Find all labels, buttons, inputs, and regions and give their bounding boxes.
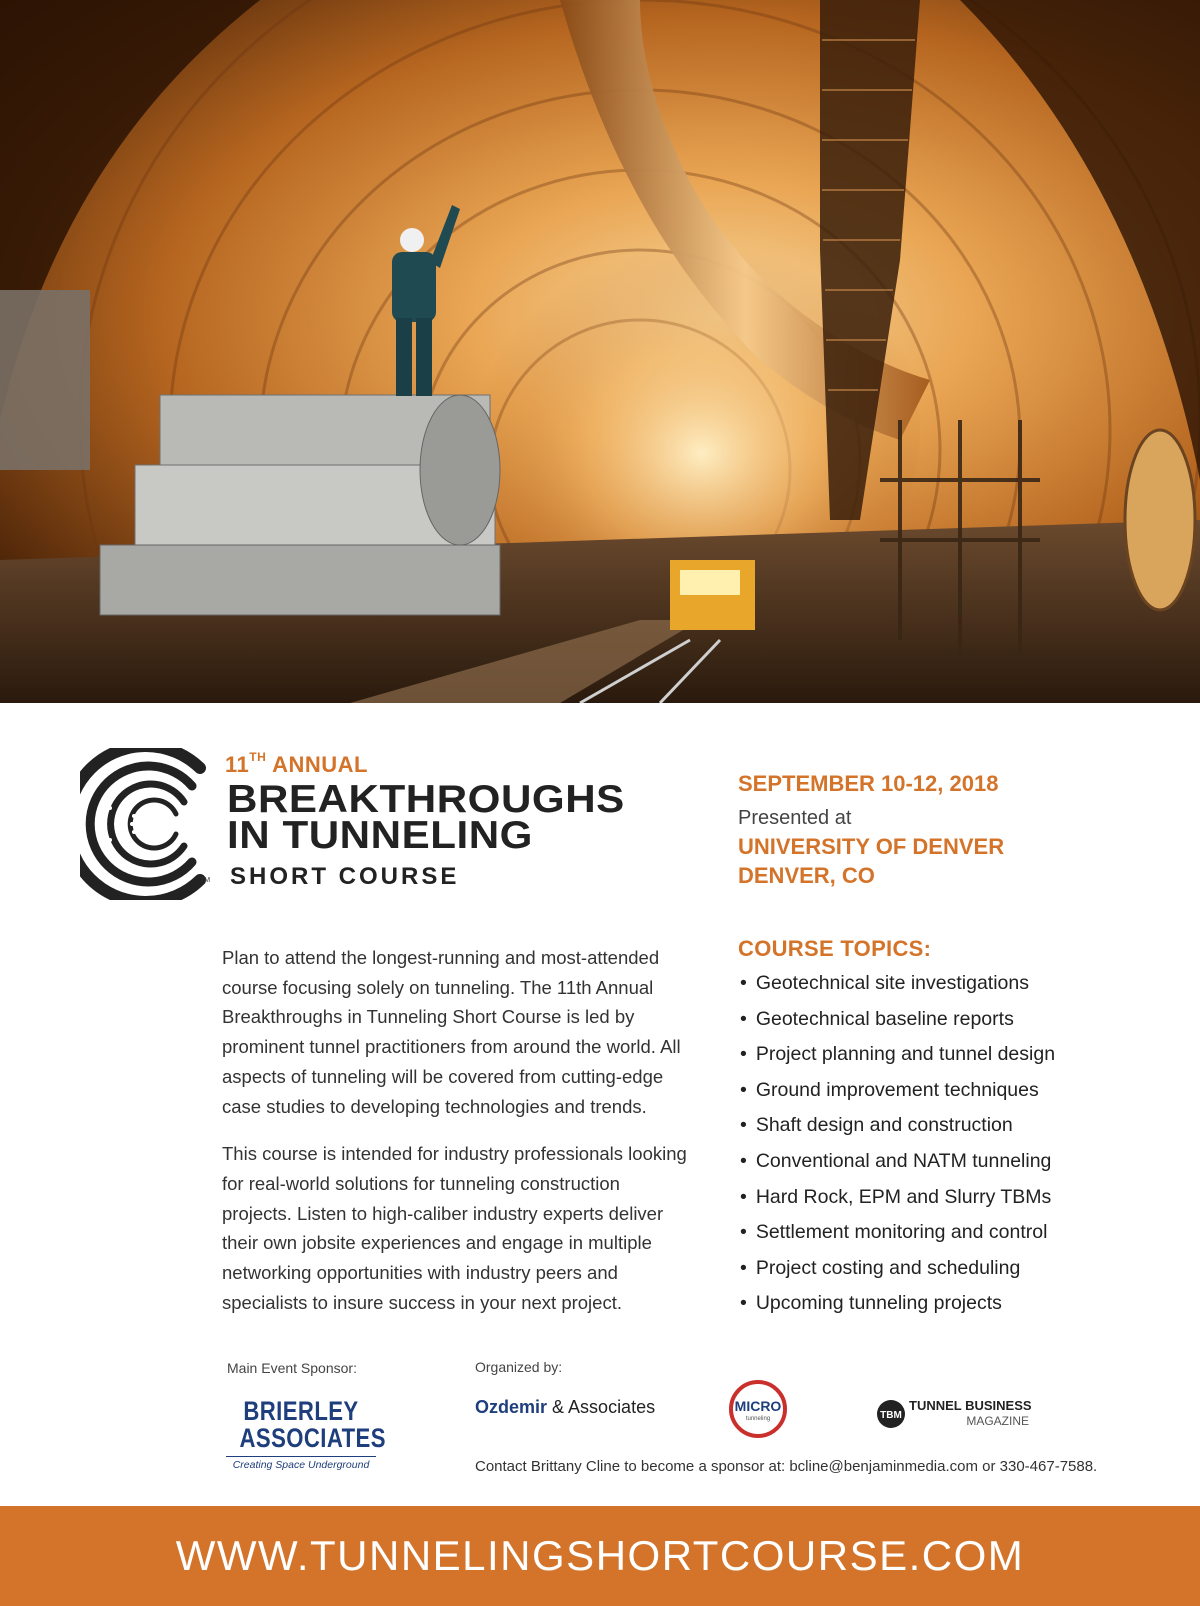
brierley-tagline: Creating Space Underground xyxy=(226,1456,376,1471)
topics-list xyxy=(740,968,1055,1324)
brierley-name-2: ASSOCIATES xyxy=(239,1423,386,1453)
footer-bar xyxy=(0,1506,1200,1606)
topic-item: • Ground improvement techniques xyxy=(740,1075,1055,1111)
sponsor-contact: Contact Brittany Cline to become a sponsor at: bcline@benjaminmedia.com or 330-467-7588. xyxy=(475,1458,1098,1475)
segment-stack xyxy=(100,395,500,615)
tunnel-illustration xyxy=(0,0,1200,703)
tbm-line-2: MAGAZINE xyxy=(966,1414,1029,1428)
microtunneling-logo-icon xyxy=(728,1379,788,1439)
topic-item: • Shaft design and construction xyxy=(740,1110,1055,1146)
tunnel-business-magazine-logo xyxy=(875,1394,1035,1434)
topic-item: • Geotechnical site investigations xyxy=(740,968,1055,1004)
topic-item: • Upcoming tunneling projects xyxy=(740,1288,1055,1324)
brierley-name-1: BRIERLEY xyxy=(243,1396,359,1426)
topic-item: • Project planning and tunnel design xyxy=(740,1039,1055,1075)
intro-copy xyxy=(222,943,692,1335)
event-dates: SEPTEMBER 10-12, 2018 xyxy=(738,771,999,796)
trademark-mark: TM xyxy=(200,877,211,884)
intro-paragraph-1: Plan to attend the longest-running and most-attended course focusing solely on tunneling. The 11th Annual Breakthroughs in Tunneling Short Course is led by prominent tunnel practitioners from around the world. All aspects of tunneling will be covered from cutting-edge case studies to developing technologies and trends. xyxy=(222,947,681,1117)
topic-item: • Hard Rock, EPM and Slurry TBMs xyxy=(740,1182,1055,1218)
topic-item: • Geotechnical baseline reports xyxy=(740,1004,1055,1040)
tbm-badge: TBM xyxy=(880,1410,902,1421)
course-title xyxy=(227,778,702,857)
annual-edition: 11TH ANNUAL xyxy=(225,750,368,777)
breakthroughs-logo-icon xyxy=(80,748,220,900)
hero-photo xyxy=(0,0,1200,703)
venue xyxy=(738,832,1004,890)
topic-item: • Project costing and scheduling xyxy=(740,1253,1055,1289)
title-line-2: IN TUNNELING xyxy=(227,814,533,857)
micro-sub: tunneling xyxy=(745,1416,771,1422)
intro-paragraph-2: This course is intended for industry professionals looking for real-world solutions for tunneling construction projects. Listen to high-caliber industry experts deliver their own jobsite experiences and engage in multiple networking opportunities with industry peers and specialists to insure success in your next project. xyxy=(222,1143,687,1313)
presented-at-label: Presented at xyxy=(738,807,852,829)
tbm-line-1: TUNNEL BUSINESS xyxy=(909,1398,1032,1413)
course-subtitle: SHORT COURSE xyxy=(230,863,460,890)
topic-item: • Settlement monitoring and control xyxy=(740,1217,1055,1253)
brierley-logo xyxy=(226,1396,386,1471)
venue-city: DENVER, CO xyxy=(738,863,875,888)
organized-by-label: Organized by: xyxy=(475,1359,563,1375)
website-link[interactable]: WWW.TUNNELINGSHORTCOURSE.COM xyxy=(175,1532,1025,1579)
topic-item: • Conventional and NATM tunneling xyxy=(740,1146,1055,1182)
micro-word: MICRO xyxy=(734,1398,782,1414)
topics-heading: COURSE TOPICS: xyxy=(738,936,932,961)
main-sponsor-label: Main Event Sponsor: xyxy=(227,1360,357,1376)
title-line-1: BREAKTHROUGHS xyxy=(227,778,625,821)
ozdemir-logo: Ozdemir & Associates xyxy=(475,1397,656,1417)
venue-name: UNIVERSITY OF DENVER xyxy=(738,834,1005,859)
